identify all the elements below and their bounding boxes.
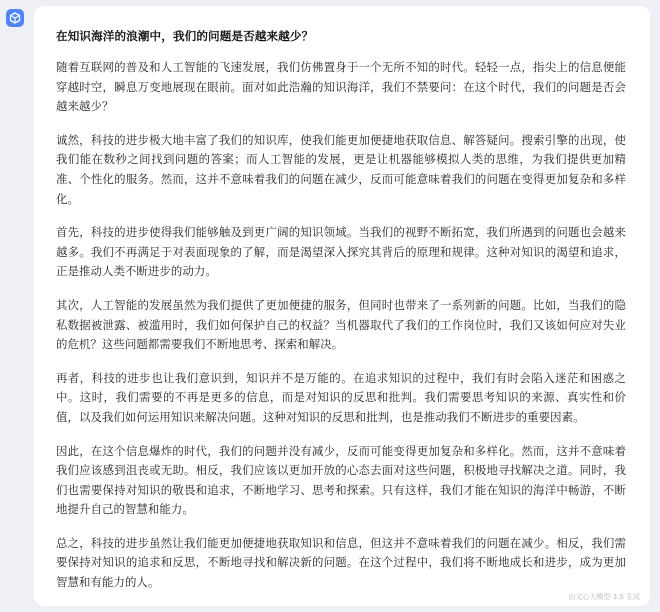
message-paragraph: 总之，科技的进步虽然让我们能更加便捷地获取知识和信息，但这并不意味着我们的问题在减少。相反，我们需要保持对知识的追求和反思，不断地寻找和解决新的问题。在这个过程中，我们将不断地成长和进步，成为更加智慧和有能力的人。 — [56, 535, 626, 590]
message-paragraph: 诚然，科技的进步极大地丰富了我们的知识库，使我们能更加便捷地获取信息、解答疑问。搜索引擎的出现，使我们能在数秒之间找到问题的答案；而人工智能的发展，更是让机器能够模拟人类的思维，为我们提供更加精准、个性化的服务。然而，这并不意味着我们的问题在减少，反而可能意味着我们的问题在变得更加复杂和多样化。 — [56, 132, 626, 206]
assistant-cube-icon — [9, 12, 21, 24]
message-paragraph: 随着互联网的普及和人工智能的飞速发展，我们仿佛置身于一个无所不知的时代。轻轻一点，指尖上的信息便能穿越时空，瞬息万变地展现在眼前。面对如此浩瀚的知识海洋，我们不禁要问：在这个时代，我们的问题是否会越来越少？ — [56, 60, 626, 114]
message-paragraph: 再者，科技的进步也让我们意识到，知识并不是万能的。在追求知识的过程中，我们有时会陷入迷茫和困惑之中。这时，我们需要的不再是更多的信息，而是对知识的反思和批判。我们需要思考知识的来源、真实性和价值，以及我们如何运用知识来解决问题。这种对知识的反思和批判，也是推动我们不断进步的重要因素。 — [56, 370, 626, 424]
message-paragraph: 因此，在这个信息爆炸的时代，我们的问题并没有减少，反而可能变得更加复杂和多样化。然而，这并不意味着我们应该感到沮丧或无助。相反，我们应该以更加开放的心态去面对这些问题，积极地寻找解决之道。同时，我们也需要保持对知识的敬畏和追求，不断地学习、思考和探索。只有这样，我们才能在知识的海洋中畅游，不断地提升自己的智慧和能力。 — [56, 443, 626, 517]
message-title: 在知识海洋的浪潮中，我们的问题是否越来越少？ — [56, 29, 314, 43]
message-paragraph: 首先，科技的进步使得我们能够触及到更广阔的知识领域。当我们的视野不断拓宽，我们所遇到的问题也会越来越多。我们不再满足于对表面现象的了解，而是渴望深入探究其背后的原理和规律。这种对知识的渴望和追求，正是推动人类不断进步的动力。 — [56, 225, 626, 279]
assistant-message-card — [34, 6, 650, 606]
generated-by-watermark: 由文心大模型 3.5 生成 — [568, 593, 640, 601]
assistant-avatar — [6, 9, 24, 27]
message-paragraph: 其次，人工智能的发展虽然为我们提供了更加便捷的服务，但同时也带来了一系列新的问题。比如，当我们的隐私数据被泄露、被滥用时，我们如何保护自己的权益？当机器取代了我们的工作岗位时，我们又该如何应对失业的危机？这些问题都需要我们不断地思考、探索和解决。 — [56, 297, 626, 352]
